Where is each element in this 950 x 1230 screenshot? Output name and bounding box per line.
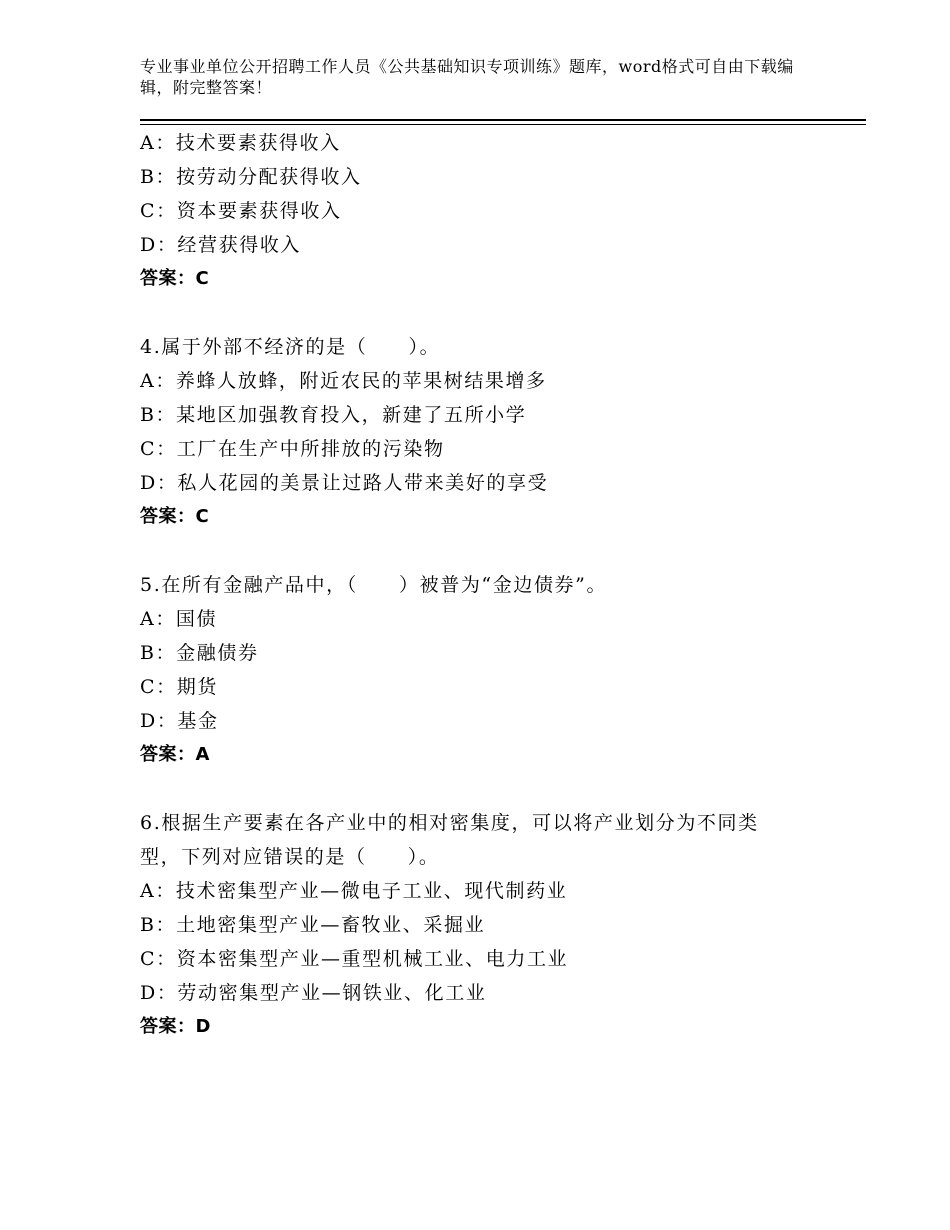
question-stem-line-2: 型，下列对应错误的是（ ）。: [140, 846, 440, 868]
option-c: C：工厂在生产中所排放的污染物: [140, 438, 445, 460]
question-6: [140, 806, 820, 1044]
option-d: D：经营获得收入: [140, 234, 302, 256]
option-c: C：期货: [140, 676, 218, 698]
question-3-partial: [140, 126, 820, 296]
spacer: [140, 772, 820, 806]
question-stem: 5.在所有金融产品中，（ ）被普为“金边债券”。: [140, 574, 608, 596]
option-d: D：劳动密集型产业—钢铁业、化工业: [140, 982, 487, 1004]
spacer: [140, 296, 820, 330]
option-b: B：土地密集型产业—畜牧业、采掘业: [140, 914, 486, 936]
header-divider-thick: [140, 119, 866, 121]
option-a: A：国债: [140, 608, 218, 630]
option-a: A：技术密集型产业—微电子工业、现代制药业: [140, 880, 568, 902]
question-stem-line-1: 6.根据生产要素在各产业中的相对密集度，可以将产业划分为不同类: [140, 812, 759, 834]
answer-line: 答案：C: [140, 506, 210, 527]
header-divider-thin: [140, 124, 866, 125]
option-c: C：资本密集型产业—重型机械工业、电力工业: [140, 948, 569, 970]
option-b: B：金融债券: [140, 642, 259, 664]
option-b: B：按劳动分配获得收入: [140, 166, 362, 188]
question-stem: 4.属于外部不经济的是（ ）。: [140, 336, 441, 358]
option-d: D：私人花园的美景让过路人带来美好的享受: [140, 472, 549, 494]
question-4: [140, 330, 820, 534]
question-5: [140, 568, 820, 772]
option-a: A：技术要素获得收入: [140, 132, 341, 154]
answer-line: 答案：C: [140, 268, 210, 289]
answer-line: 答案：D: [140, 1016, 211, 1037]
spacer: [140, 534, 820, 568]
option-c: C：资本要素获得收入: [140, 200, 342, 222]
option-a: A：养蜂人放蜂，附近农民的苹果树结果增多: [140, 370, 547, 392]
option-d: D：基金: [140, 710, 219, 732]
document-header: 专业事业单位公开招聘工作人员《公共基础知识专项训练》题库，word格式可自由下载编辑，附完整答案！: [140, 57, 794, 97]
question-content: [140, 126, 820, 1044]
answer-line: 答案：A: [140, 744, 210, 765]
option-b: B：某地区加强教育投入，新建了五所小学: [140, 404, 527, 426]
